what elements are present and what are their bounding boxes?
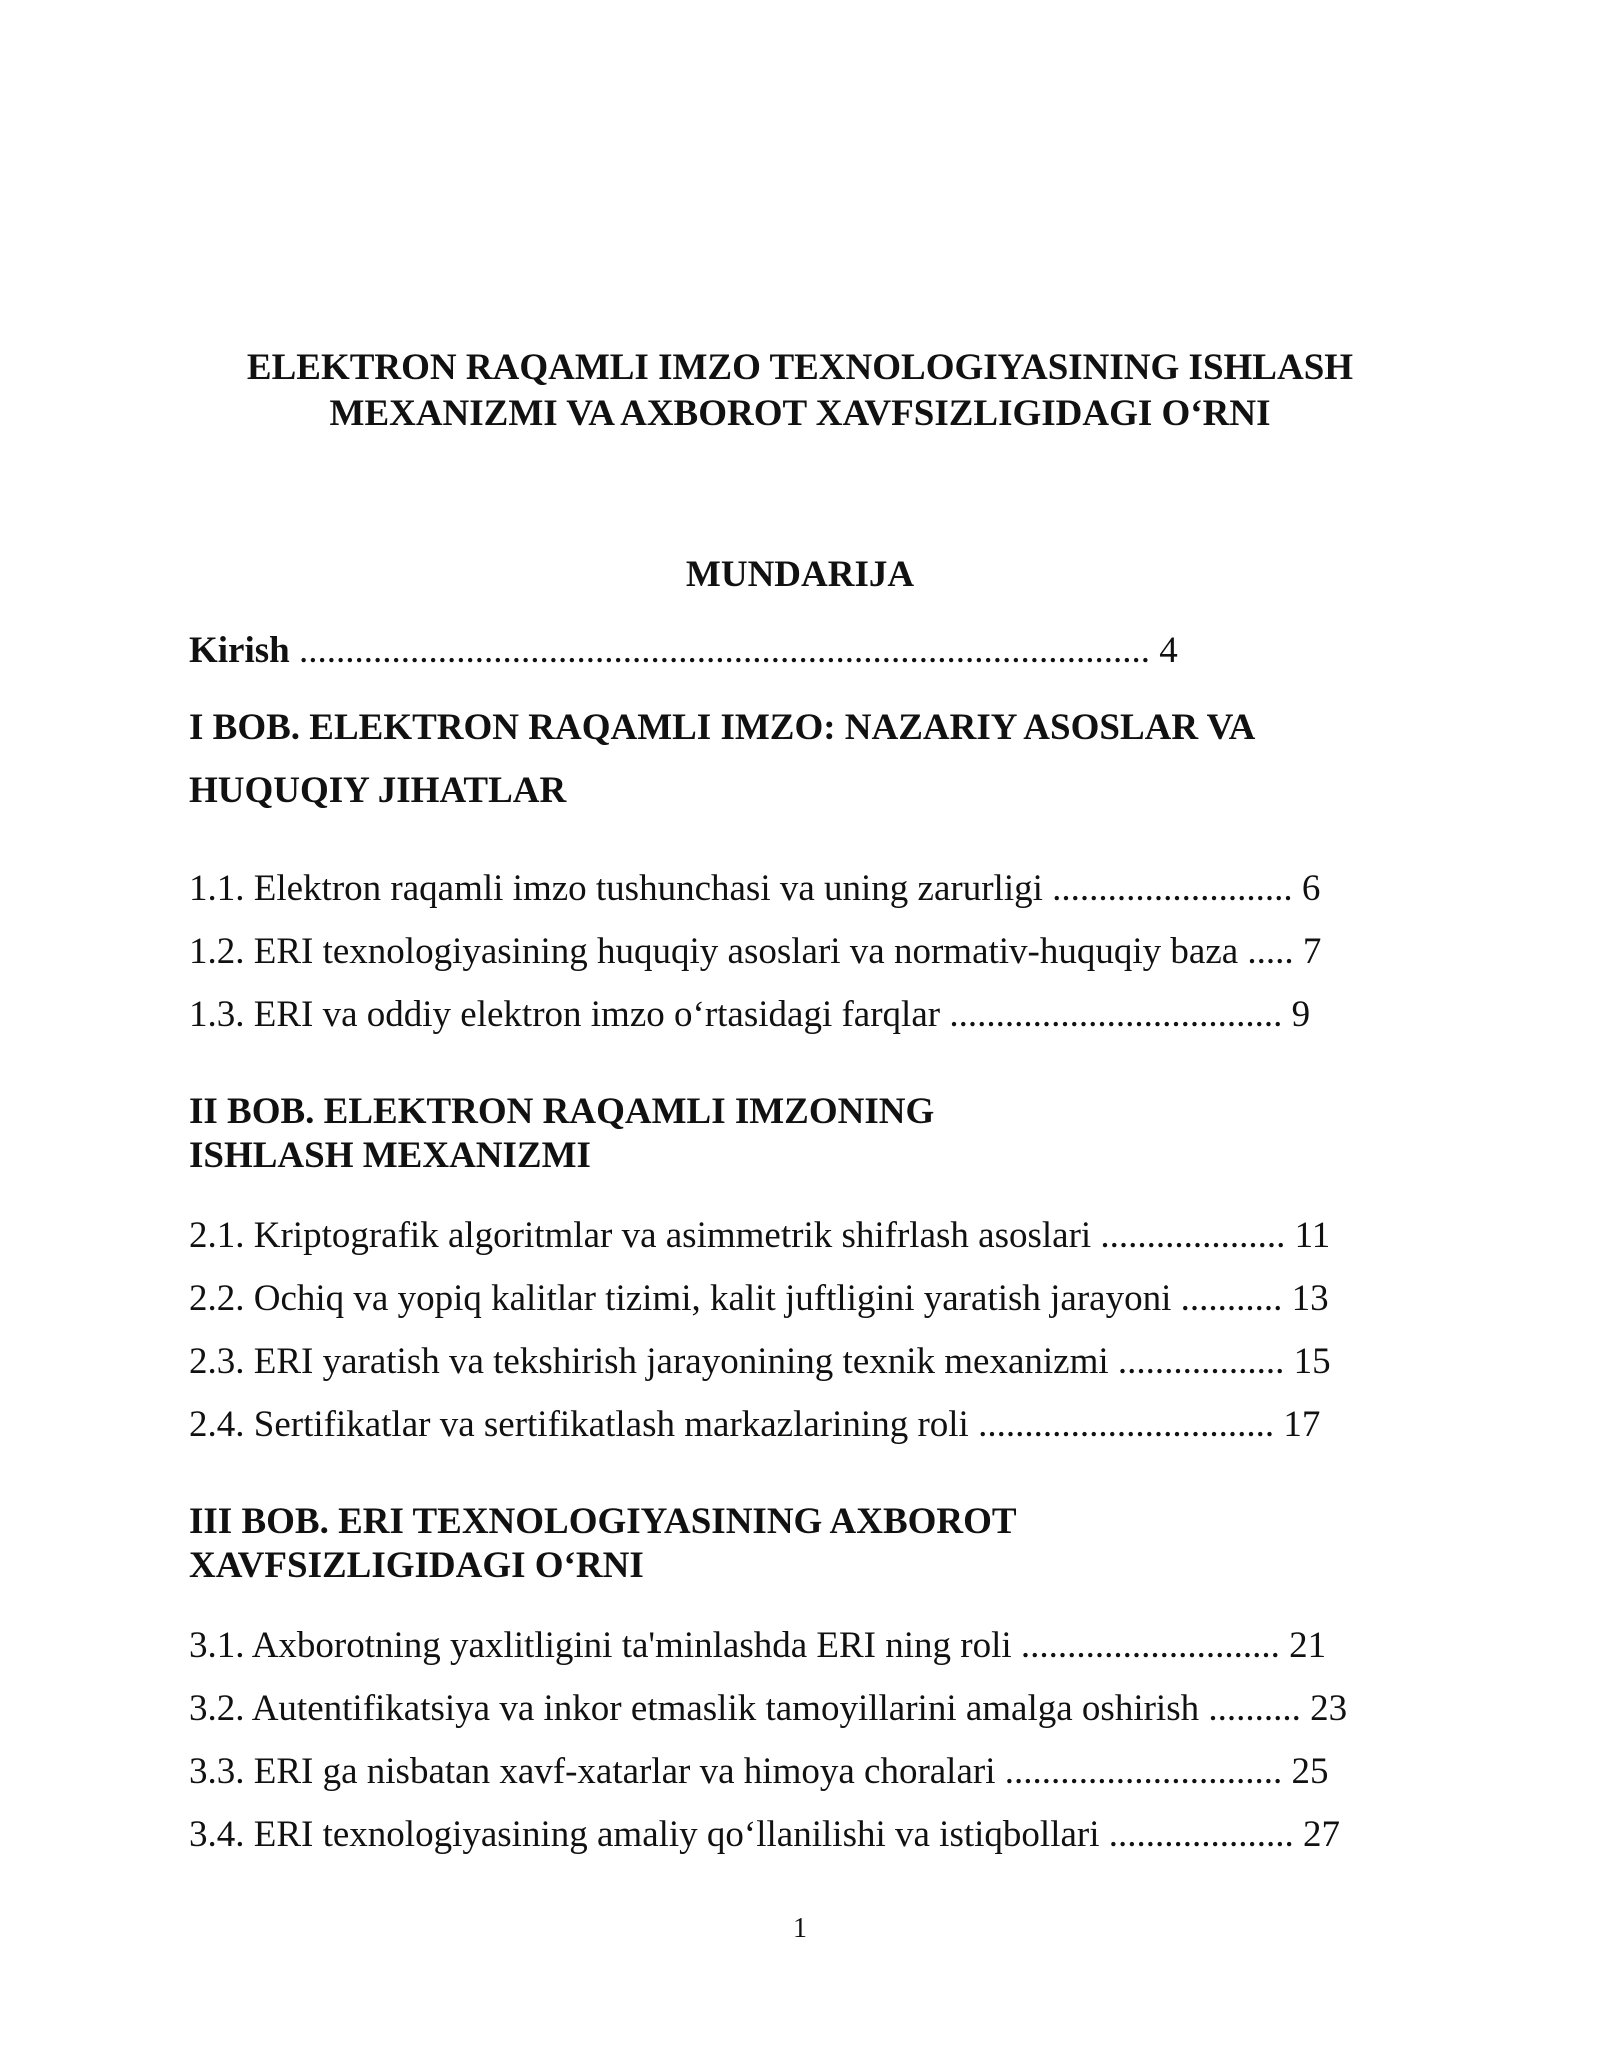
chapter-2-heading-line-2: ISHLASH MEXANIZMI xyxy=(189,1135,591,1176)
toc-entry-intro-label: Kirish xyxy=(189,630,290,671)
document-title xyxy=(0,345,1600,437)
toc-entry-2-4: 2.4. Sertifikatlar va sertifikatlash markazlarining roli ................................ 17 xyxy=(189,1404,1321,1445)
toc-entry-3-1: 3.1. Axborotning yaxlitligini ta'minlashda ERI ning roli ............................ 21 xyxy=(189,1625,1327,1666)
toc-entry-3-2: 3.2. Autentifikatsiya va inkor etmaslik tamoyillarini amalga oshirish .......... 23 xyxy=(189,1688,1348,1729)
chapter-3-heading-line-2: XAVFSIZLIGIDAGI O‘RNI xyxy=(189,1545,644,1586)
chapter-1-heading-line-1: I BOB. ELEKTRON RAQAMLI IMZO: NAZARIY ASOSLAR VA xyxy=(189,707,1256,748)
toc-entry-2-1: 2.1. Kriptografik algoritmlar va asimmetrik shifrlash asoslari .................... 11 xyxy=(189,1215,1331,1256)
toc-entry-3-4: 3.4. ERI texnologiyasining amaliy qo‘llanilishi va istiqbollari .................... 27 xyxy=(189,1814,1340,1855)
document-title-line-2: MEXANIZMI VA AXBOROT XAVFSIZLIGIDAGI O‘RNI xyxy=(329,393,1271,434)
toc-entry-intro-page: 4 xyxy=(1150,630,1178,671)
toc-heading: MUNDARIJA xyxy=(685,554,915,595)
chapter-1-heading-line-2: HUQUQIY JIHATLAR xyxy=(189,770,567,811)
toc-entry-intro xyxy=(189,628,1178,674)
toc-entry-1-2: 1.2. ERI texnologiyasining huquqiy asoslari va normativ-huquqiy baza ..... 7 xyxy=(189,931,1322,972)
toc-entry-3-3: 3.3. ERI ga nisbatan xavf-xatarlar va himoya choralari .............................. 25 xyxy=(189,1751,1329,1792)
chapter-3-heading-line-1: III BOB. ERI TEXNOLOGIYASINING AXBOROT xyxy=(189,1501,1017,1542)
document-title-line-1: ELEKTRON RAQAMLI IMZO TEXNOLOGIYASINING ISHLASH xyxy=(246,347,1354,388)
page-number: 1 xyxy=(793,1913,807,1944)
toc-entry-1-3: 1.3. ERI va oddiy elektron imzo o‘rtasidagi farqlar .................................... 9 xyxy=(189,994,1311,1035)
toc-entry-2-2: 2.2. Ochiq va yopiq kalitlar tizimi, kalit juftligini yaratish jarayoni ........... 13 xyxy=(189,1278,1329,1319)
toc-entry-2-3: 2.3. ERI yaratish va tekshirish jarayonining texnik mexanizmi .................. 15 xyxy=(189,1341,1331,1382)
toc-entry-intro-leader: ............................................................................................ xyxy=(289,630,1150,671)
chapter-2-heading-line-1: II BOB. ELEKTRON RAQAMLI IMZONING xyxy=(189,1091,935,1132)
toc-entry-1-1: 1.1. Elektron raqamli imzo tushunchasi va uning zarurligi .......................... 6 xyxy=(189,868,1321,909)
